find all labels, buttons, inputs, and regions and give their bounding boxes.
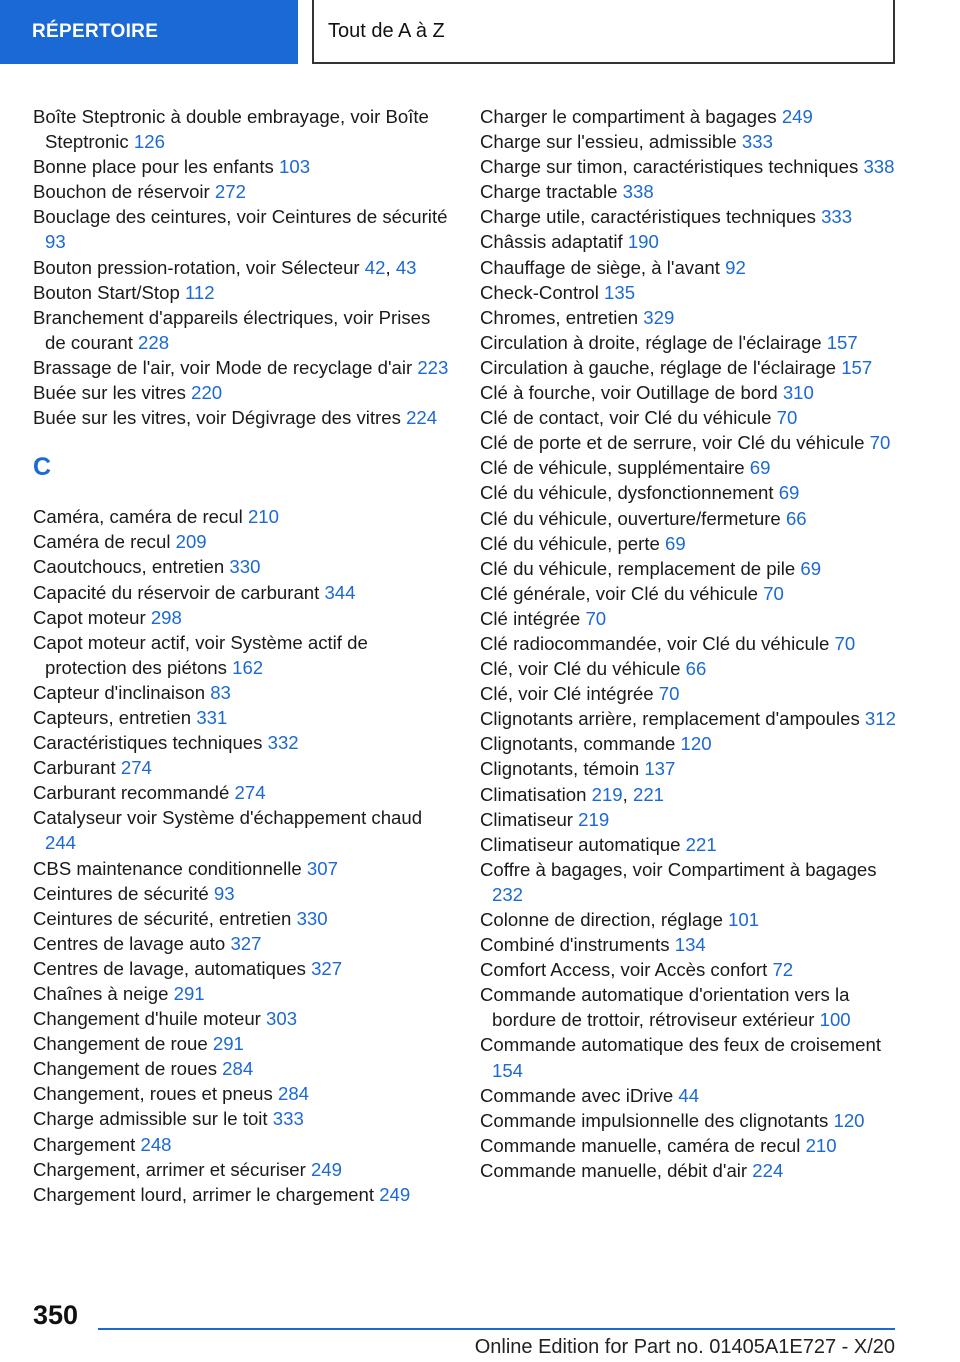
index-entry xyxy=(33,355,453,380)
index-entry xyxy=(33,554,453,579)
index-entry xyxy=(33,605,453,630)
index-entry xyxy=(33,154,453,179)
index-entry xyxy=(480,957,900,982)
page-header xyxy=(0,0,960,66)
entry-term: Commande automatique des feux de croisement xyxy=(480,1034,882,1056)
entry-list-top xyxy=(33,104,453,430)
page-link[interactable]: 137 xyxy=(644,758,676,780)
index-entry xyxy=(480,656,900,681)
entry-term: Châssis adaptatif xyxy=(480,231,623,253)
index-entry xyxy=(480,556,900,581)
page-link[interactable]: 100 xyxy=(819,1009,851,1031)
page-link[interactable]: 120 xyxy=(833,1109,865,1131)
page-link[interactable]: 220 xyxy=(191,382,223,404)
page-link[interactable]: 70 xyxy=(869,432,891,454)
page-link[interactable]: 338 xyxy=(863,156,895,178)
index-entry xyxy=(33,204,453,254)
entry-term: Climatiseur automatique xyxy=(480,833,681,855)
index-entry xyxy=(480,204,900,229)
page-link[interactable]: 327 xyxy=(230,932,262,954)
page-link[interactable]: 135 xyxy=(604,281,636,303)
page-link[interactable]: 162 xyxy=(232,656,264,678)
entry-term: Caractéristiques techniques xyxy=(33,732,263,754)
index-entry xyxy=(480,506,900,531)
page-link[interactable]: 344 xyxy=(324,581,356,603)
entry-term: Centres de lavage, automatiques xyxy=(33,957,306,979)
index-entry xyxy=(480,807,900,832)
entry-term: Ceintures de sécurité, entretien xyxy=(33,907,292,929)
page-link[interactable]: 70 xyxy=(585,607,607,629)
page-link[interactable]: 103 xyxy=(279,156,311,178)
page-link[interactable]: 101 xyxy=(728,909,760,930)
page-link[interactable]: 223 xyxy=(417,356,449,378)
entry-term: Clé, voir Clé du véhicule xyxy=(480,658,681,680)
index-entry xyxy=(33,705,453,730)
entry-term: Commande impulsionnelle des clignotants xyxy=(480,1109,829,1131)
index-entry xyxy=(33,380,453,405)
page-link[interactable]: 224 xyxy=(752,1159,784,1181)
section-tab[interactable]: RÉPERTOIRE xyxy=(0,0,298,64)
page-link[interactable]: 93 xyxy=(213,882,235,904)
index-entry xyxy=(33,805,453,855)
index-entry xyxy=(480,229,900,254)
page-link[interactable]: 134 xyxy=(674,934,706,956)
page-link[interactable]: 157 xyxy=(841,356,873,378)
page-link[interactable]: 291 xyxy=(173,983,205,1004)
index-entry xyxy=(480,255,900,280)
page-title: Tout de A à Z xyxy=(312,0,895,64)
index-entry xyxy=(33,1056,453,1081)
index-entry xyxy=(33,580,453,605)
entry-term: Clé du véhicule, dysfonctionnement xyxy=(480,482,774,504)
entry-list-bottom xyxy=(33,504,453,1207)
index-entry xyxy=(33,305,453,355)
page-link[interactable]: 154 xyxy=(492,1059,524,1081)
entry-term: Clé du véhicule, ouverture/fermeture xyxy=(480,507,781,529)
index-entry xyxy=(480,606,900,631)
index-entry xyxy=(33,1182,453,1207)
entry-term: Clé, voir Clé intégrée xyxy=(480,683,654,705)
footer-divider xyxy=(98,1328,895,1330)
page-link[interactable]: 219 xyxy=(591,783,623,805)
entry-term: Buée sur les vitres, voir Dégivrage des vitres xyxy=(33,407,401,429)
page-link[interactable]: 210 xyxy=(247,506,279,528)
index-entry xyxy=(33,1132,453,1157)
page-link[interactable]: 333 xyxy=(821,206,853,228)
index-entry xyxy=(33,1031,453,1056)
page-link[interactable]: 248 xyxy=(140,1133,172,1155)
index-entry xyxy=(480,154,900,179)
entry-term: Bouchon de réservoir xyxy=(33,181,210,203)
index-entry xyxy=(480,581,900,606)
entry-term: Bonne place pour les enfants xyxy=(33,156,274,178)
page-link[interactable]: 331 xyxy=(196,706,228,728)
page-link[interactable]: 284 xyxy=(222,1058,254,1080)
page-link[interactable]: 221 xyxy=(632,783,665,805)
page-link[interactable]: 70 xyxy=(834,632,856,654)
entry-term: Bouton Start/Stop xyxy=(33,281,180,303)
entry-term: Commande manuelle, débit d'air xyxy=(480,1159,748,1181)
index-entry xyxy=(480,706,900,731)
page-link[interactable]: 209 xyxy=(175,531,207,553)
page-link[interactable]: 44 xyxy=(678,1084,700,1106)
index-entry xyxy=(480,330,900,355)
page-link[interactable]: 92 xyxy=(725,256,746,278)
index-entry: Bouton pression-rotation, voir Sélecteur 42, 43 xyxy=(33,256,417,278)
index-entry xyxy=(33,280,453,305)
entry-term: Clignotants, commande xyxy=(480,733,676,755)
entry-term: Colonne de direction, réglage xyxy=(480,909,723,930)
entry-term: Circulation à gauche, réglage de l'éclairage xyxy=(480,356,837,378)
index-entry xyxy=(480,280,900,305)
index-entry xyxy=(480,907,900,932)
page-link[interactable]: 219 xyxy=(578,808,610,830)
entry-term: Capot moteur xyxy=(33,606,146,628)
index-entry xyxy=(33,504,453,529)
page-link[interactable]: 298 xyxy=(150,606,182,628)
page-link[interactable]: 120 xyxy=(680,733,712,755)
index-entry xyxy=(480,932,900,957)
index-entry xyxy=(480,380,900,405)
entry-term: Commande manuelle, caméra de recul xyxy=(480,1134,801,1156)
page-link[interactable]: 66 xyxy=(685,658,707,680)
page-link[interactable]: 224 xyxy=(406,407,438,429)
entry-term: Clignotants arrière, remplacement d'ampoules xyxy=(480,708,860,730)
entry-term: Chargement xyxy=(33,1133,136,1155)
entry-term: Clé de porte et de serrure, voir Clé du véhicule xyxy=(480,432,865,454)
entry-term: Clé du véhicule, remplacement de pile xyxy=(480,557,796,579)
index-entry xyxy=(33,1081,453,1106)
entry-term: Charge tractable xyxy=(480,181,618,203)
edition-footer: Online Edition for Part no. 01405A1E727 - X/20 xyxy=(474,1336,895,1358)
index-entry xyxy=(480,355,900,380)
entry-term: Capacité du réservoir de carburant xyxy=(33,581,320,603)
index-entry xyxy=(480,430,900,455)
entry-term: Climatiseur xyxy=(480,808,573,830)
index-entry xyxy=(480,179,900,204)
page-link[interactable]: 43 xyxy=(395,256,417,278)
index-entry xyxy=(33,981,453,1006)
index-entry xyxy=(480,531,900,556)
page-link[interactable]: 70 xyxy=(658,683,680,705)
page-link[interactable]: 327 xyxy=(311,957,343,979)
page-link[interactable]: 69 xyxy=(778,482,800,504)
entry-term: Chargement lourd, arrimer le chargement xyxy=(33,1183,375,1205)
page-link[interactable]: 332 xyxy=(267,732,299,754)
entry-term: Caoutchoucs, entretien xyxy=(33,556,225,578)
index-entry xyxy=(33,529,453,554)
index-entry xyxy=(33,856,453,881)
entry-term: Climatisation xyxy=(480,783,587,805)
index-entry xyxy=(480,1133,900,1158)
index-entry xyxy=(480,731,900,756)
entry-term: Centres de lavage auto xyxy=(33,932,226,954)
entry-term: Combiné d'instruments xyxy=(480,934,670,956)
page-link[interactable]: 291 xyxy=(212,1033,244,1055)
index-entry xyxy=(480,982,900,1032)
entry-term: Clé à fourche, voir Outillage de bord xyxy=(480,382,778,404)
index-entry xyxy=(33,1157,453,1182)
page-link[interactable]: 221 xyxy=(685,833,717,855)
entry-term: Comfort Access, voir Accès confort xyxy=(480,959,768,981)
entry-term: Carburant recommandé xyxy=(33,782,230,804)
entry-term: Charger le compartiment à bagages xyxy=(480,106,777,127)
index-entry xyxy=(480,857,900,907)
entry-term: Boîte Steptronic à double embrayage, voir Boîte Steptronic xyxy=(33,106,429,153)
page-link[interactable]: 249 xyxy=(781,106,813,127)
page-link[interactable]: 329 xyxy=(643,306,675,328)
index-entry xyxy=(480,455,900,480)
page-link[interactable]: 72 xyxy=(772,959,794,981)
index-entry xyxy=(480,631,900,656)
entry-term: Changement de roues xyxy=(33,1058,217,1080)
page-link[interactable]: 244 xyxy=(45,832,77,854)
page-link[interactable]: 69 xyxy=(800,557,822,579)
entry-term: Caméra de recul xyxy=(33,531,171,553)
entry-term: Clé de contact, voir Clé du véhicule xyxy=(480,407,772,429)
entry-term: Capot moteur actif, voir Système actif de protection des piétons xyxy=(33,631,368,678)
page-link[interactable]: 312 xyxy=(864,708,896,730)
entry-term: Charge sur timon, caractéristiques techniques xyxy=(480,156,859,178)
index-entry xyxy=(33,755,453,780)
page-link[interactable]: 70 xyxy=(763,582,784,604)
page-link[interactable]: 284 xyxy=(277,1083,310,1105)
index-entry xyxy=(33,1106,453,1131)
entry-term: Charge sur l'essieu, admissible xyxy=(480,131,737,153)
entry-term: Commande avec iDrive xyxy=(480,1084,674,1106)
page-link[interactable]: 83 xyxy=(210,681,231,703)
page-link[interactable]: 42 xyxy=(364,256,386,278)
index-entry xyxy=(480,756,900,781)
entry-term: Clé du véhicule, perte xyxy=(480,532,660,554)
index-entry xyxy=(480,305,900,330)
index-column-right xyxy=(480,104,900,1183)
page-link[interactable]: 66 xyxy=(785,507,807,529)
page-link[interactable]: 69 xyxy=(665,532,686,554)
entry-term: Chaînes à neige xyxy=(33,983,169,1004)
entry-term: Circulation à droite, réglage de l'éclairage xyxy=(480,331,822,353)
index-entry xyxy=(33,881,453,906)
page-link[interactable]: 228 xyxy=(138,331,170,353)
index-entry xyxy=(33,405,453,430)
page-link[interactable]: 310 xyxy=(782,382,814,404)
entry-term: Caméra, caméra de recul xyxy=(33,506,243,528)
index-entry xyxy=(33,1006,453,1031)
index-entry: Climatisation 219, 221 xyxy=(480,783,665,805)
entry-term: Chromes, entretien xyxy=(480,306,639,328)
entry-term: Branchement d'appareils électriques, voir Prises de courant xyxy=(33,306,431,353)
page-link[interactable]: 210 xyxy=(805,1134,837,1156)
index-entry xyxy=(480,129,900,154)
index-entry xyxy=(480,1108,900,1133)
page-link[interactable]: 232 xyxy=(492,883,524,905)
entry-term: Coffre à bagages, voir Compartiment à bagages xyxy=(480,858,877,880)
entry-term: Clé générale, voir Clé du véhicule xyxy=(480,582,759,604)
entry-term: Charge admissible sur le toit xyxy=(33,1108,268,1130)
entry-term: Capteur d'inclinaison xyxy=(33,681,206,703)
index-entry xyxy=(33,630,453,680)
page-link[interactable]: 157 xyxy=(826,331,858,353)
index-entry xyxy=(33,956,453,981)
entry-term: Capteurs, entretien xyxy=(33,706,192,728)
entry-term: Bouton pression-rotation, voir Sélecteur xyxy=(33,256,360,278)
page-link[interactable]: 333 xyxy=(272,1108,304,1130)
page-link[interactable]: 93 xyxy=(45,231,66,253)
entry-term: Catalyseur voir Système d'échappement chaud xyxy=(33,807,423,829)
entry-term: Clignotants, témoin xyxy=(480,758,640,780)
entry-term: Changement de roue xyxy=(33,1033,208,1055)
index-entry xyxy=(480,480,900,505)
page-link[interactable]: 249 xyxy=(379,1183,411,1205)
index-entry xyxy=(480,1032,900,1082)
entry-term: Brassage de l'air, voir Mode de recyclage d'air xyxy=(33,356,413,378)
page-link[interactable]: 333 xyxy=(741,131,773,153)
index-entry xyxy=(480,405,900,430)
section-letter: C xyxy=(33,453,52,482)
page-link[interactable]: 69 xyxy=(749,457,771,479)
index-entry xyxy=(480,681,900,706)
page-number: 350 xyxy=(33,1300,79,1330)
entry-term: Buée sur les vitres xyxy=(33,382,186,404)
page-link[interactable]: 338 xyxy=(622,181,654,203)
index-entry xyxy=(33,179,453,204)
page-link[interactable]: 307 xyxy=(306,857,338,879)
index-entry xyxy=(33,906,453,931)
page-link[interactable]: 112 xyxy=(184,281,215,303)
entry-term: Charge utile, caractéristiques techniques xyxy=(480,206,816,228)
entry-term: Commande automatique d'orientation vers la bordure de trottoir, rétroviseur extérieur xyxy=(480,984,850,1031)
entry-term: Carburant xyxy=(33,757,116,779)
page-link[interactable]: 272 xyxy=(214,181,246,203)
page-link[interactable]: 330 xyxy=(229,556,261,578)
page-link[interactable]: 190 xyxy=(627,231,659,253)
entry-list-right xyxy=(480,104,900,1183)
index-entry xyxy=(33,104,453,154)
page-link[interactable]: 249 xyxy=(310,1158,342,1180)
page-link[interactable]: 274 xyxy=(120,757,152,779)
entry-term: Clé radiocommandée, voir Clé du véhicule xyxy=(480,632,830,654)
index-column-left xyxy=(33,104,453,1207)
page-link[interactable]: 70 xyxy=(776,407,798,429)
entry-term: Ceintures de sécurité xyxy=(33,882,209,904)
entry-term: Bouclage des ceintures, voir Ceintures de sécurité xyxy=(33,206,448,228)
index-entry xyxy=(33,780,453,805)
entry-term: Chauffage de siège, à l'avant xyxy=(480,256,720,278)
entry-term: Chargement, arrimer et sécuriser xyxy=(33,1158,306,1180)
entry-term: Clé de véhicule, supplémentaire xyxy=(480,457,745,479)
page-link[interactable]: 330 xyxy=(296,907,328,929)
entry-term: Clé intégrée xyxy=(480,607,581,629)
index-entry xyxy=(33,680,453,705)
entry-term: Check-Control xyxy=(480,281,599,303)
index-entry xyxy=(33,931,453,956)
index-entry xyxy=(480,104,900,129)
index-entry xyxy=(480,832,900,857)
entry-term: Changement d'huile moteur xyxy=(33,1008,261,1030)
entry-term: Changement, roues et pneus xyxy=(33,1083,273,1105)
page-link[interactable]: 274 xyxy=(234,782,266,804)
index-entry xyxy=(480,1158,900,1183)
page-link[interactable]: 303 xyxy=(266,1008,298,1030)
page-link[interactable]: 126 xyxy=(133,131,165,153)
index-entry xyxy=(33,730,453,755)
entry-term: CBS maintenance conditionnelle xyxy=(33,857,302,879)
index-entry xyxy=(480,1083,900,1108)
